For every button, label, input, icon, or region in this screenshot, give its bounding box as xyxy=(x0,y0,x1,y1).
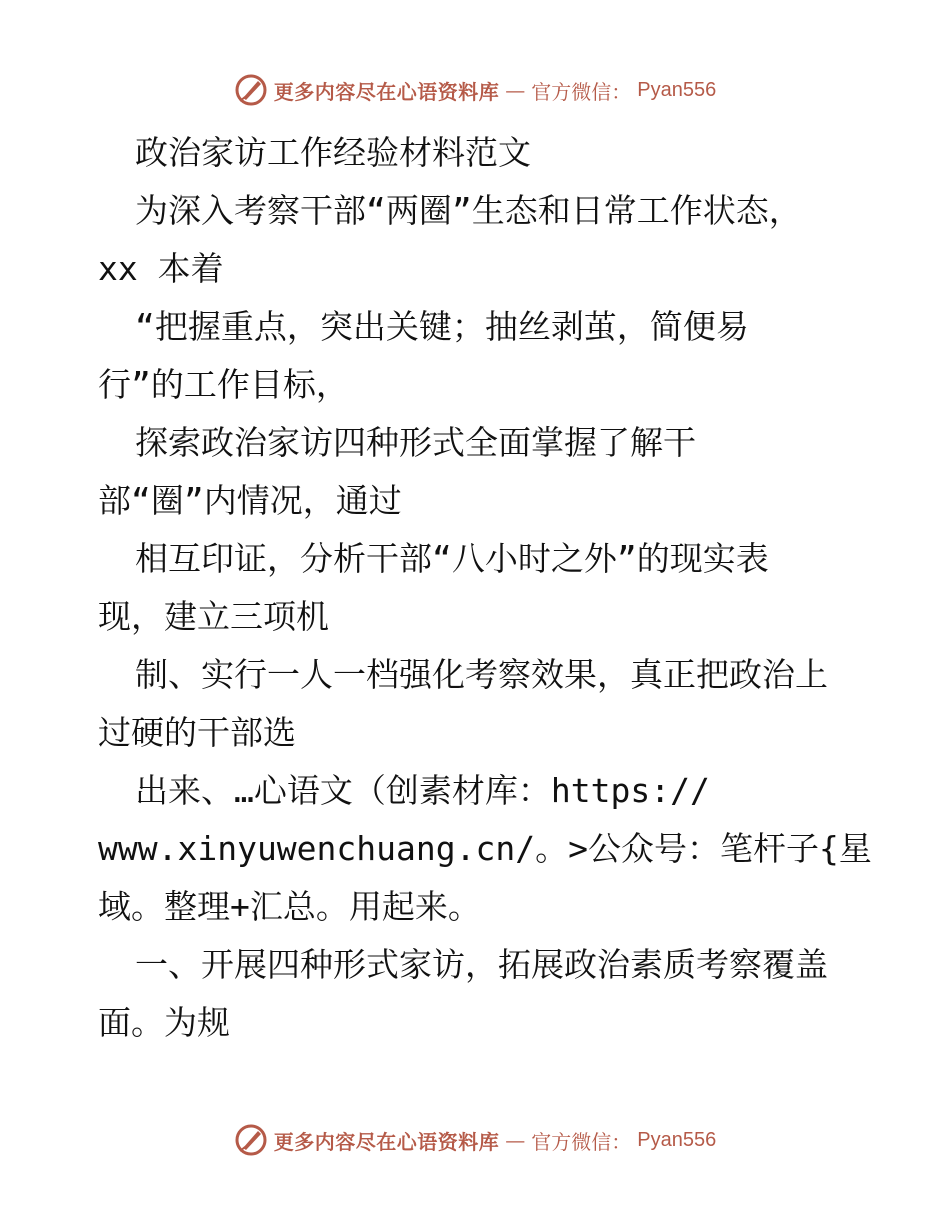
text-line: xx 本着 xyxy=(98,249,224,288)
text-line: 相互印证，分析干部“八小时之外”的现实表 xyxy=(135,539,769,578)
text-line: 现，建立三项机 xyxy=(98,597,329,636)
text-line: 行”的工作目标， xyxy=(98,365,349,404)
text-line: 过硬的干部选 xyxy=(98,713,296,752)
text-line: 面。为规 xyxy=(98,1003,230,1042)
header-watermark xyxy=(0,70,950,110)
text-line: 出来、…心语文（创素材库：https:// xyxy=(135,771,710,810)
text-line: 探索政治家访四种形式全面掌握了解干 xyxy=(135,423,696,462)
watermark-text: 更多内容尽在心语资料库 xyxy=(273,79,500,104)
watermark-wechat-label: 官方微信： xyxy=(531,1129,632,1154)
watermark-separator: — xyxy=(505,78,526,102)
feather-logo-icon xyxy=(234,1123,268,1157)
text-line: 域。整理+汇总。用起来。 xyxy=(98,887,481,926)
text-line: 一、开展四种形式家访，拓展政治素质考察覆盖 xyxy=(135,945,828,984)
feather-logo-icon xyxy=(234,73,268,107)
document-title: 政治家访工作经验材料范文 xyxy=(135,133,531,172)
text-line: 部“圈”内情况，通过 xyxy=(98,481,402,520)
watermark-wechat-id: Pyan556 xyxy=(637,1128,717,1151)
watermark-wechat-id: Pyan556 xyxy=(637,78,717,101)
watermark-wechat-label: 官方微信： xyxy=(531,79,632,104)
watermark-text: 更多内容尽在心语资料库 xyxy=(273,1129,500,1154)
text-line: www.xinyuwenchuang.cn/。>公众号：笔杆子{星 xyxy=(98,829,872,868)
watermark-separator: — xyxy=(505,1128,526,1152)
footer-watermark xyxy=(0,1120,950,1160)
text-line: “把握重点，突出关键；抽丝剥茧，简便易 xyxy=(135,307,749,346)
text-line: 为深入考察干部“两圈”生态和日常工作状态， xyxy=(135,191,802,230)
document-body xyxy=(98,124,872,1052)
text-line: 制、实行一人一档强化考察效果，真正把政治上 xyxy=(135,655,828,694)
